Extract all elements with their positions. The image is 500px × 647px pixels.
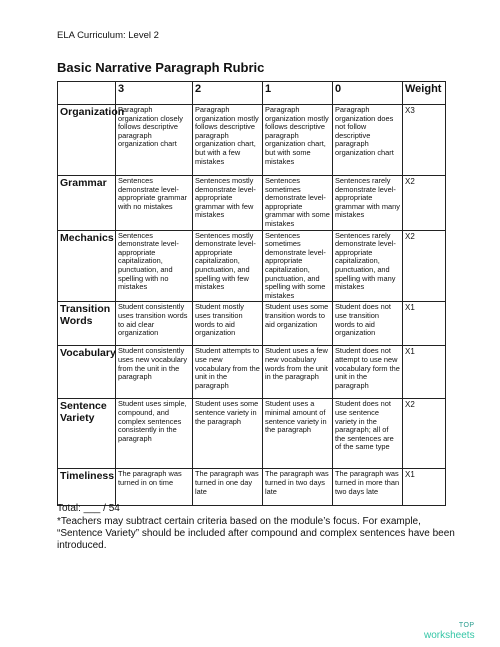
curriculum-header: ELA Curriculum: Level 2: [57, 30, 159, 41]
rubric-cell: Student uses a minimal amount of sentence variety in the paragraph: [263, 399, 333, 469]
column-header: [58, 82, 116, 105]
table-row: [58, 230, 446, 302]
rubric-cell: Sentences demonstrate level-appropriate capitalization, punctuation, and spelling with no mistakes: [116, 230, 193, 302]
rubric-cell: The paragraph was turned in one day late: [193, 469, 263, 506]
rubric-cell: Student consistently uses transition words to aid clear organization: [116, 302, 193, 346]
column-header: Weight: [403, 82, 446, 105]
rubric-cell: Sentences demonstrate level-appropriate grammar with no mistakes: [116, 176, 193, 231]
rubric-cell: Student does not attempt to use new vocabulary form the unit in the paragraph: [333, 346, 403, 399]
column-header: 3: [116, 82, 193, 105]
column-header: 2: [193, 82, 263, 105]
weight-cell: X2: [403, 230, 446, 302]
column-header: 0: [333, 82, 403, 105]
weight-cell: X1: [403, 469, 446, 506]
rubric-cell: Student attempts to use new vocabulary from the unit in the paragraph: [193, 346, 263, 399]
rubric-cell: The paragraph was turned in on time: [116, 469, 193, 506]
rubric-cell: Student does not use sentence variety in the paragraph; all of the sentences are of the same type: [333, 399, 403, 469]
rubric-cell: Paragraph organization mostly follows descriptive paragraph organization chart, but with a few mistakes: [193, 105, 263, 176]
weight-cell: X2: [403, 399, 446, 469]
logo-top-text: TOP: [458, 622, 475, 629]
rubric-cell: Student does not use transition words to aid organization: [333, 302, 403, 346]
rubric-cell: The paragraph was turned in two days late: [263, 469, 333, 506]
criterion-label: Mechanics: [58, 230, 116, 302]
table-row: [58, 346, 446, 399]
rubric-cell: Paragraph organization mostly follows descriptive paragraph organization chart, but with some mistakes: [263, 105, 333, 176]
rubric-cell: Sentences mostly demonstrate level-appropriate grammar with few mistakes: [193, 176, 263, 231]
rubric-cell: Paragraph organization does not follow descriptive paragraph organization chart: [333, 105, 403, 176]
criterion-label: Sentence Variety: [58, 399, 116, 469]
table-row: [58, 302, 446, 346]
table-row: [58, 176, 446, 231]
rubric-cell: Student mostly uses transition words to aid organization: [193, 302, 263, 346]
weight-cell: X1: [403, 302, 446, 346]
column-header: 1: [263, 82, 333, 105]
rubric-cell: Sentences sometimes demonstrate level-appropriate grammar with some mistakes: [263, 176, 333, 231]
rubric-cell: Sentences mostly demonstrate level-appropriate capitalization, punctuation, and spelling with few mistakes: [193, 230, 263, 302]
rubric-cell: Student consistently uses new vocabulary from the unit in the paragraph: [116, 346, 193, 399]
weight-cell: X2: [403, 176, 446, 231]
topworksheets-logo: [424, 622, 475, 641]
weight-cell: X1: [403, 346, 446, 399]
rubric-table: [57, 81, 446, 506]
criterion-label: Transition Words: [58, 302, 116, 346]
page-title: Basic Narrative Paragraph Rubric: [57, 60, 265, 75]
weight-cell: X3: [403, 105, 446, 176]
total-score: Total: ___ / 54: [57, 503, 120, 514]
logo-brand-text: worksheets: [424, 630, 475, 641]
rubric-header-row: [58, 82, 446, 105]
table-row: [58, 469, 446, 506]
rubric-cell: Student uses a few new vocabulary words from the unit in the paragraph: [263, 346, 333, 399]
rubric-cell: Student uses some sentence variety in the paragraph: [193, 399, 263, 469]
criterion-label: Timeliness: [58, 469, 116, 506]
criterion-label: Organization: [58, 105, 116, 176]
rubric-cell: Student uses simple, compound, and complex sentences consistently in the paragraph: [116, 399, 193, 469]
rubric-cell: Paragraph organization closely follows descriptive paragraph organization chart: [116, 105, 193, 176]
rubric-cell: Sentences sometimes demonstrate level-appropriate capitalization, punctuation, and spelling with some mistakes: [263, 230, 333, 302]
rubric-cell: Sentences rarely demonstrate level-appropriate capitalization, punctuation, and spelling with many mistakes: [333, 230, 403, 302]
criterion-label: Grammar: [58, 176, 116, 231]
rubric-cell: The paragraph was turned in more than two days late: [333, 469, 403, 506]
table-row: [58, 399, 446, 469]
criterion-label: Vocabulary: [58, 346, 116, 399]
rubric-cell: Student uses some transition words to aid organization: [263, 302, 333, 346]
table-row: [58, 105, 446, 176]
rubric-cell: Sentences rarely demonstrate level-appropriate grammar with many mistakes: [333, 176, 403, 231]
teacher-note: *Teachers may subtract certain criteria based on the module’s focus. For example, “Sentence Variety” should be included after compound and complex sentences have been introduced.: [57, 516, 455, 551]
